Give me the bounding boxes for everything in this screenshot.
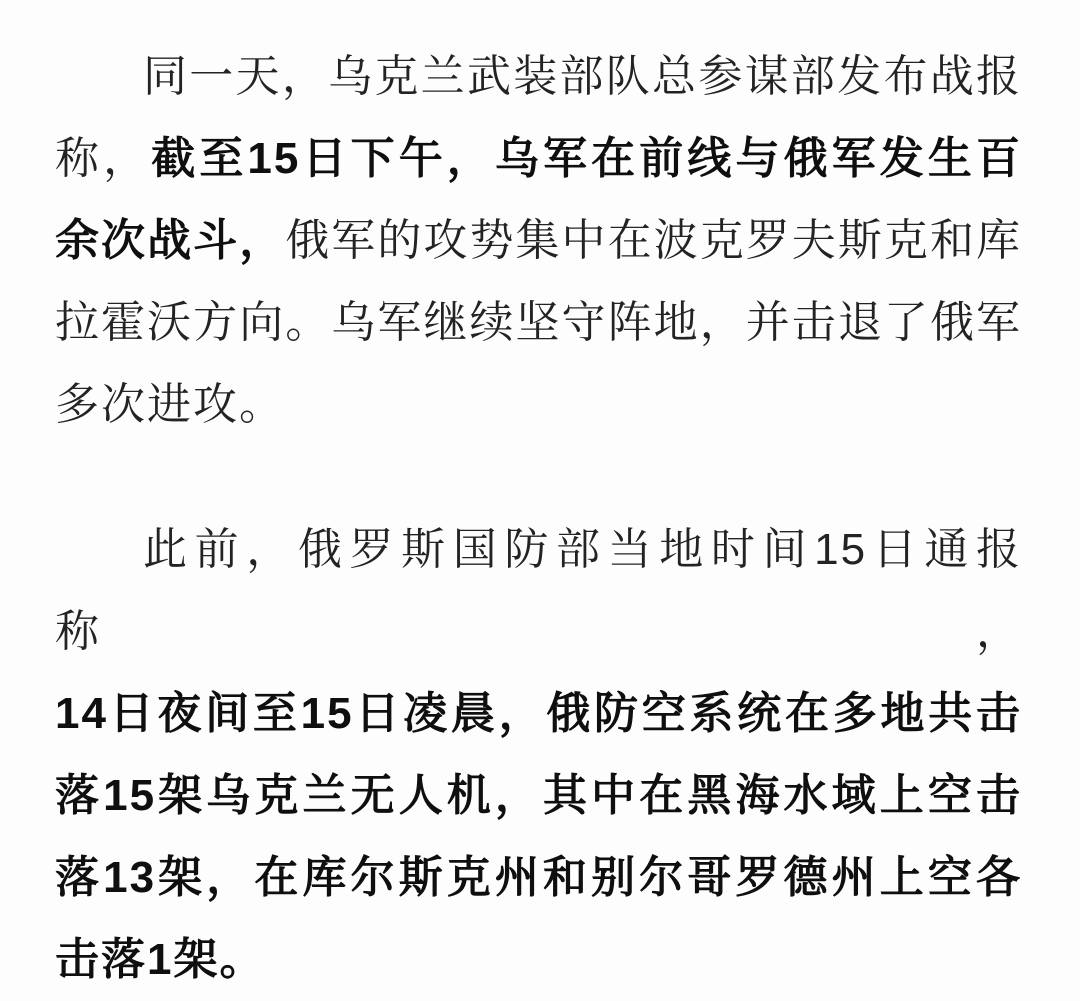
text-segment: 此前，俄罗斯国防部当地时间15日通报称， [55, 525, 1022, 656]
text-segment: 同一天，乌克兰武装部队总参谋部发布战报 [143, 52, 1022, 101]
paragraph [55, 509, 1022, 1001]
text-line [55, 118, 1022, 200]
text-line [55, 919, 1022, 1001]
text-segment: 俄军的攻势集中在波克罗夫斯克和库 [285, 216, 1022, 265]
article-body [55, 36, 1022, 1001]
text-line [55, 755, 1022, 837]
bold-text-segment: 落15架乌克兰无人机，其中在黑海水域上空击 [55, 771, 1022, 820]
text-line [55, 36, 1022, 118]
text-line [55, 673, 1022, 755]
text-segment: 拉霍沃方向。乌军继续坚守阵地，并击退了俄军 [55, 298, 1022, 347]
text-line [55, 509, 1022, 673]
text-line [55, 837, 1022, 919]
text-line [55, 364, 1022, 446]
bold-text-segment: 截至15日下午，乌军在前线与俄军发生百 [151, 134, 1022, 183]
bold-text-segment: 14日夜间至15日凌晨，俄防空系统在多地共击 [55, 689, 1022, 738]
paragraph [55, 36, 1022, 446]
bold-text-segment: 余次战斗， [55, 216, 286, 265]
text-segment: 多次进攻。 [55, 380, 285, 429]
bold-text-segment: 击落1架。 [55, 935, 266, 984]
text-segment: 称， [55, 134, 152, 183]
text-line [55, 282, 1022, 364]
bold-text-segment: 落13架，在库尔斯克州和别尔哥罗德州上空各 [55, 853, 1022, 902]
text-line [55, 200, 1022, 282]
